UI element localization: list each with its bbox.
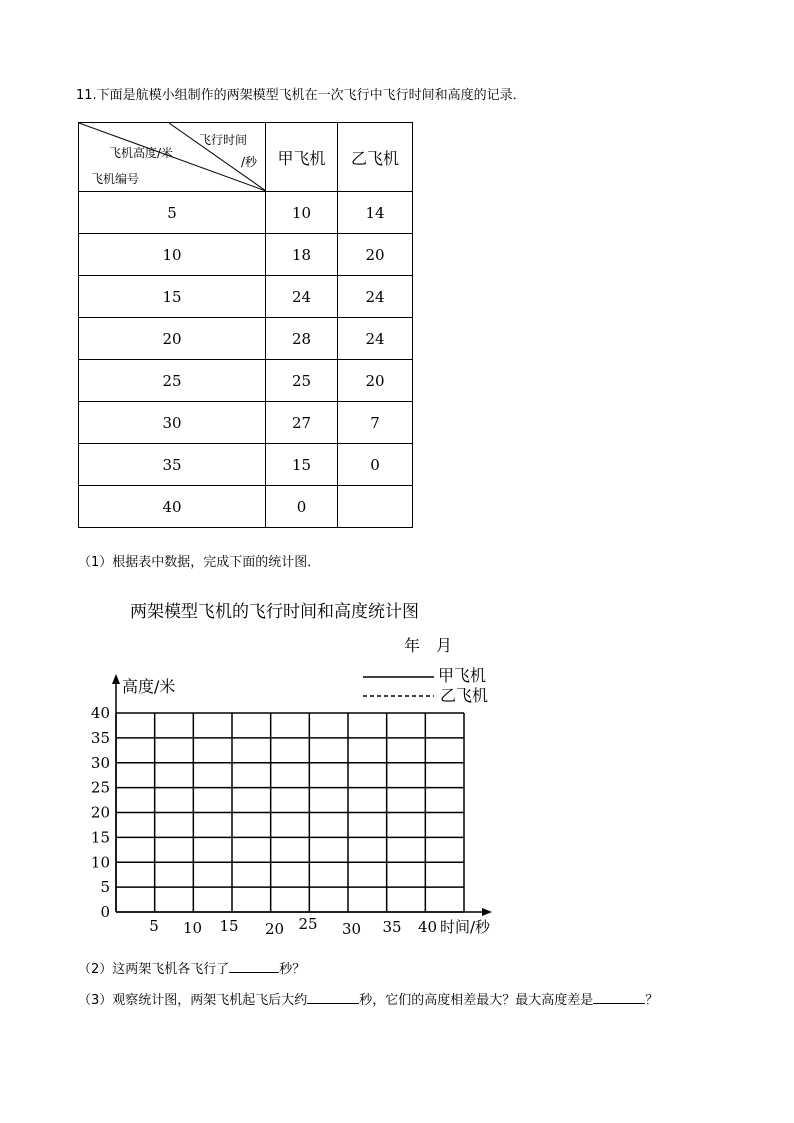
chart-grid: [116, 713, 464, 912]
cell-b: 0: [338, 444, 413, 486]
y-tick-label: 35: [90, 728, 110, 747]
x-axis-arrow-icon: [482, 908, 492, 916]
sub3-text-after: ？: [645, 993, 659, 1008]
x-tick-label: 20: [264, 920, 285, 938]
chart-axes: [112, 674, 492, 916]
x-tick-label: 30: [341, 920, 362, 938]
cell-a: 25: [266, 360, 338, 402]
y-axis-label: 高度/米: [122, 677, 176, 696]
cell-a: 0: [266, 486, 338, 528]
x-tick-labels: [149, 915, 437, 938]
cell-a: 24: [266, 276, 338, 318]
answer-blank-max-diff[interactable]: [593, 991, 645, 1004]
cell-a: 15: [266, 444, 338, 486]
header-label-plane-id: 飞机编号: [91, 172, 140, 186]
sub-question-1: （1）根据表中数据，完成下面的统计图．: [78, 555, 321, 570]
cell-height: 35: [79, 444, 266, 486]
y-tick-label: 0: [100, 903, 110, 921]
x-tick-label: 15: [219, 917, 239, 935]
cell-b: 14: [338, 192, 413, 234]
cell-height: 10: [79, 234, 266, 276]
chart-title: 两架模型飞机的飞行时间和高度统计图: [130, 602, 419, 622]
header-label-seconds: /秒: [241, 155, 258, 169]
col-header-a: 甲飞机: [266, 123, 338, 192]
y-tick-label: 20: [90, 803, 110, 822]
chart-date-label: 年 月: [404, 636, 453, 655]
sub3-text-middle: 秒，它们的高度相差最大？最大高度差是: [359, 993, 594, 1008]
x-tick-label: 10: [182, 919, 203, 937]
y-axis-arrow-icon: [112, 674, 120, 684]
x-tick-label: 25: [298, 915, 318, 933]
cell-height: 20: [79, 318, 266, 360]
cell-height: 5: [79, 192, 266, 234]
x-tick-label: 5: [149, 917, 159, 935]
cell-a: 18: [266, 234, 338, 276]
question-title: 11.下面是航模小组制作的两架模型飞机在一次飞行中飞行时间和高度的记录．: [76, 88, 526, 103]
cell-b: 24: [338, 318, 413, 360]
sub2-text-after: 秒？: [279, 962, 306, 977]
cell-height: 30: [79, 402, 266, 444]
cell-a: 28: [266, 318, 338, 360]
cell-b: 24: [338, 276, 413, 318]
x-axis-label: 时间/秒: [440, 918, 491, 936]
cell-b: 20: [338, 360, 413, 402]
answer-blank-seconds[interactable]: [229, 960, 279, 973]
cell-height: 15: [79, 276, 266, 318]
cell-b: 7: [338, 402, 413, 444]
col-header-b: 乙飞机: [338, 123, 413, 192]
answer-blank-time[interactable]: [307, 991, 359, 1004]
header-label-height: 飞机高度/米: [109, 146, 174, 160]
y-tick-label: 30: [90, 753, 110, 772]
x-tick-label: 35: [382, 918, 402, 936]
x-tick-label: 40: [417, 918, 438, 936]
cell-b: 20: [338, 234, 413, 276]
sub-question-3: [78, 989, 658, 1008]
y-tick-labels: [91, 704, 110, 921]
legend-label-a: 甲飞机: [438, 666, 487, 685]
y-tick-label: 10: [90, 853, 110, 872]
cell-height: 40: [79, 486, 266, 528]
chart-legend: [363, 666, 488, 705]
header-label-time: 飞行时间: [199, 133, 248, 147]
sub3-text-before: （3）观察统计图，两架飞机起飞后大约: [78, 993, 308, 1008]
cell-a: 10: [266, 192, 338, 234]
y-tick-label: 15: [90, 828, 110, 847]
sub2-text-before: （2）这两架飞机各飞行了: [78, 962, 230, 977]
sub-question-2: [78, 958, 305, 977]
legend-label-b: 乙飞机: [440, 686, 489, 705]
y-tick-label: 5: [100, 878, 110, 897]
cell-height: 25: [79, 360, 266, 402]
y-tick-label: 40: [90, 704, 110, 722]
y-tick-label: 25: [90, 778, 110, 797]
cell-a: 27: [266, 402, 338, 444]
